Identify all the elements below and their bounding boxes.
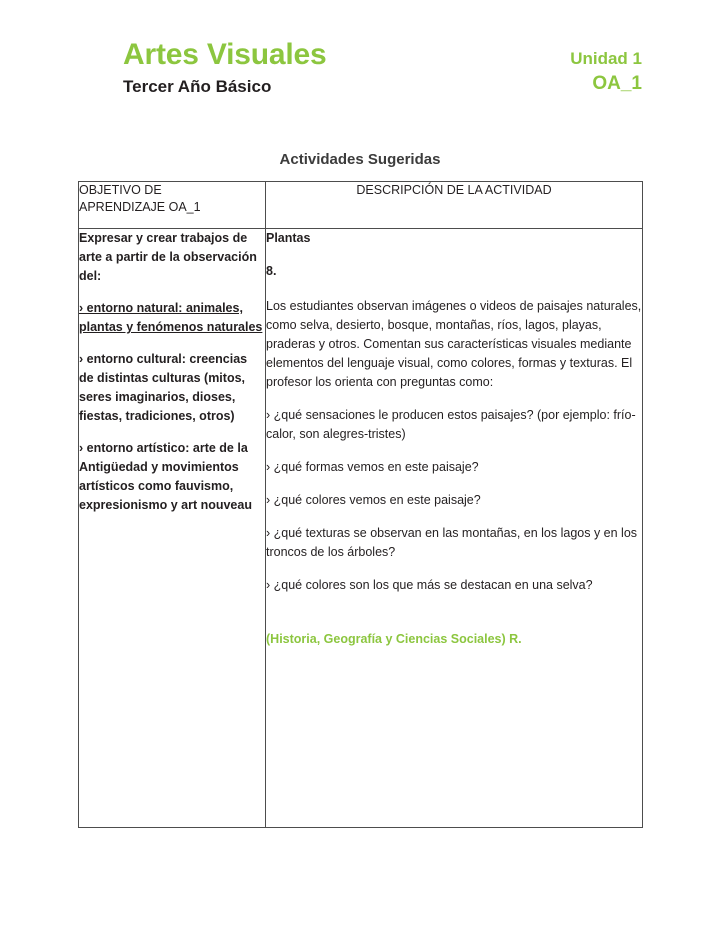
objective-bullet-natural: › entorno natural: animales, plantas y fenómenos naturales xyxy=(79,301,263,334)
activity-question-3: › ¿qué colores vemos en este paisaje? xyxy=(266,493,481,507)
activity-number: 8. xyxy=(266,264,277,278)
activity-paragraph: Los estudiantes observan imágenes o videos de paisajes naturales, como selva, desierto, bosque, montañas, ríos, lagos, playas, praderas y otros. Comentan sus características visuales mediante elementos del lenguaje visual, como colores, formas y texturas. El profesor los orienta con preguntas como: xyxy=(266,299,642,389)
table-header-row xyxy=(79,182,643,229)
column-header-objective-line2: APRENDIZAJE OA_1 xyxy=(79,200,201,214)
activity-question-4: › ¿qué texturas se observan en las montañas, en los lagos y en los troncos de los árboles? xyxy=(266,526,638,559)
activity-question-5: › ¿qué colores son los que más se destacan en una selva? xyxy=(266,578,593,592)
header-left-block xyxy=(123,38,326,98)
objective-bullet-cultural: › entorno cultural: creencias de distintas culturas (mitos, seres imaginarios, dioses, fiestas, tradiciones, otros) xyxy=(79,352,248,423)
subject-title: Artes Visuales xyxy=(123,38,327,71)
table-content-row xyxy=(79,229,643,828)
objective-bullet-artistic: › entorno artístico: arte de la Antigüedad y movimientos artísticos como fauvismo, expresionismo y art nouveau xyxy=(79,441,252,512)
column-header-description: DESCRIPCIÓN DE LA ACTIVIDAD xyxy=(266,182,643,229)
activity-source-reference: (Historia, Geografía y Ciencias Sociales) R. xyxy=(266,632,522,646)
activity-question-2: › ¿qué formas vemos en este paisaje? xyxy=(266,460,479,474)
column-header-objective xyxy=(79,182,266,229)
activities-table xyxy=(78,181,643,828)
oa-code-label: OA_1 xyxy=(592,73,642,94)
objective-intro: Expresar y crear trabajos de arte a partir de la observación del: xyxy=(79,231,257,283)
objective-cell xyxy=(79,229,266,828)
section-title: Actividades Sugeridas xyxy=(279,151,441,168)
unit-label: Unidad 1 xyxy=(570,49,642,68)
column-header-objective-line1: OBJETIVO DE xyxy=(79,183,162,197)
header-right-block xyxy=(570,46,642,96)
document-header xyxy=(78,38,642,114)
activity-question-1: › ¿qué sensaciones le producen estos paisajes? (por ejemplo: frío-calor, son alegres-tristes) xyxy=(266,408,636,441)
description-cell xyxy=(266,229,643,828)
activity-topic: Plantas xyxy=(266,231,311,245)
grade-title: Tercer Año Básico xyxy=(123,77,272,96)
